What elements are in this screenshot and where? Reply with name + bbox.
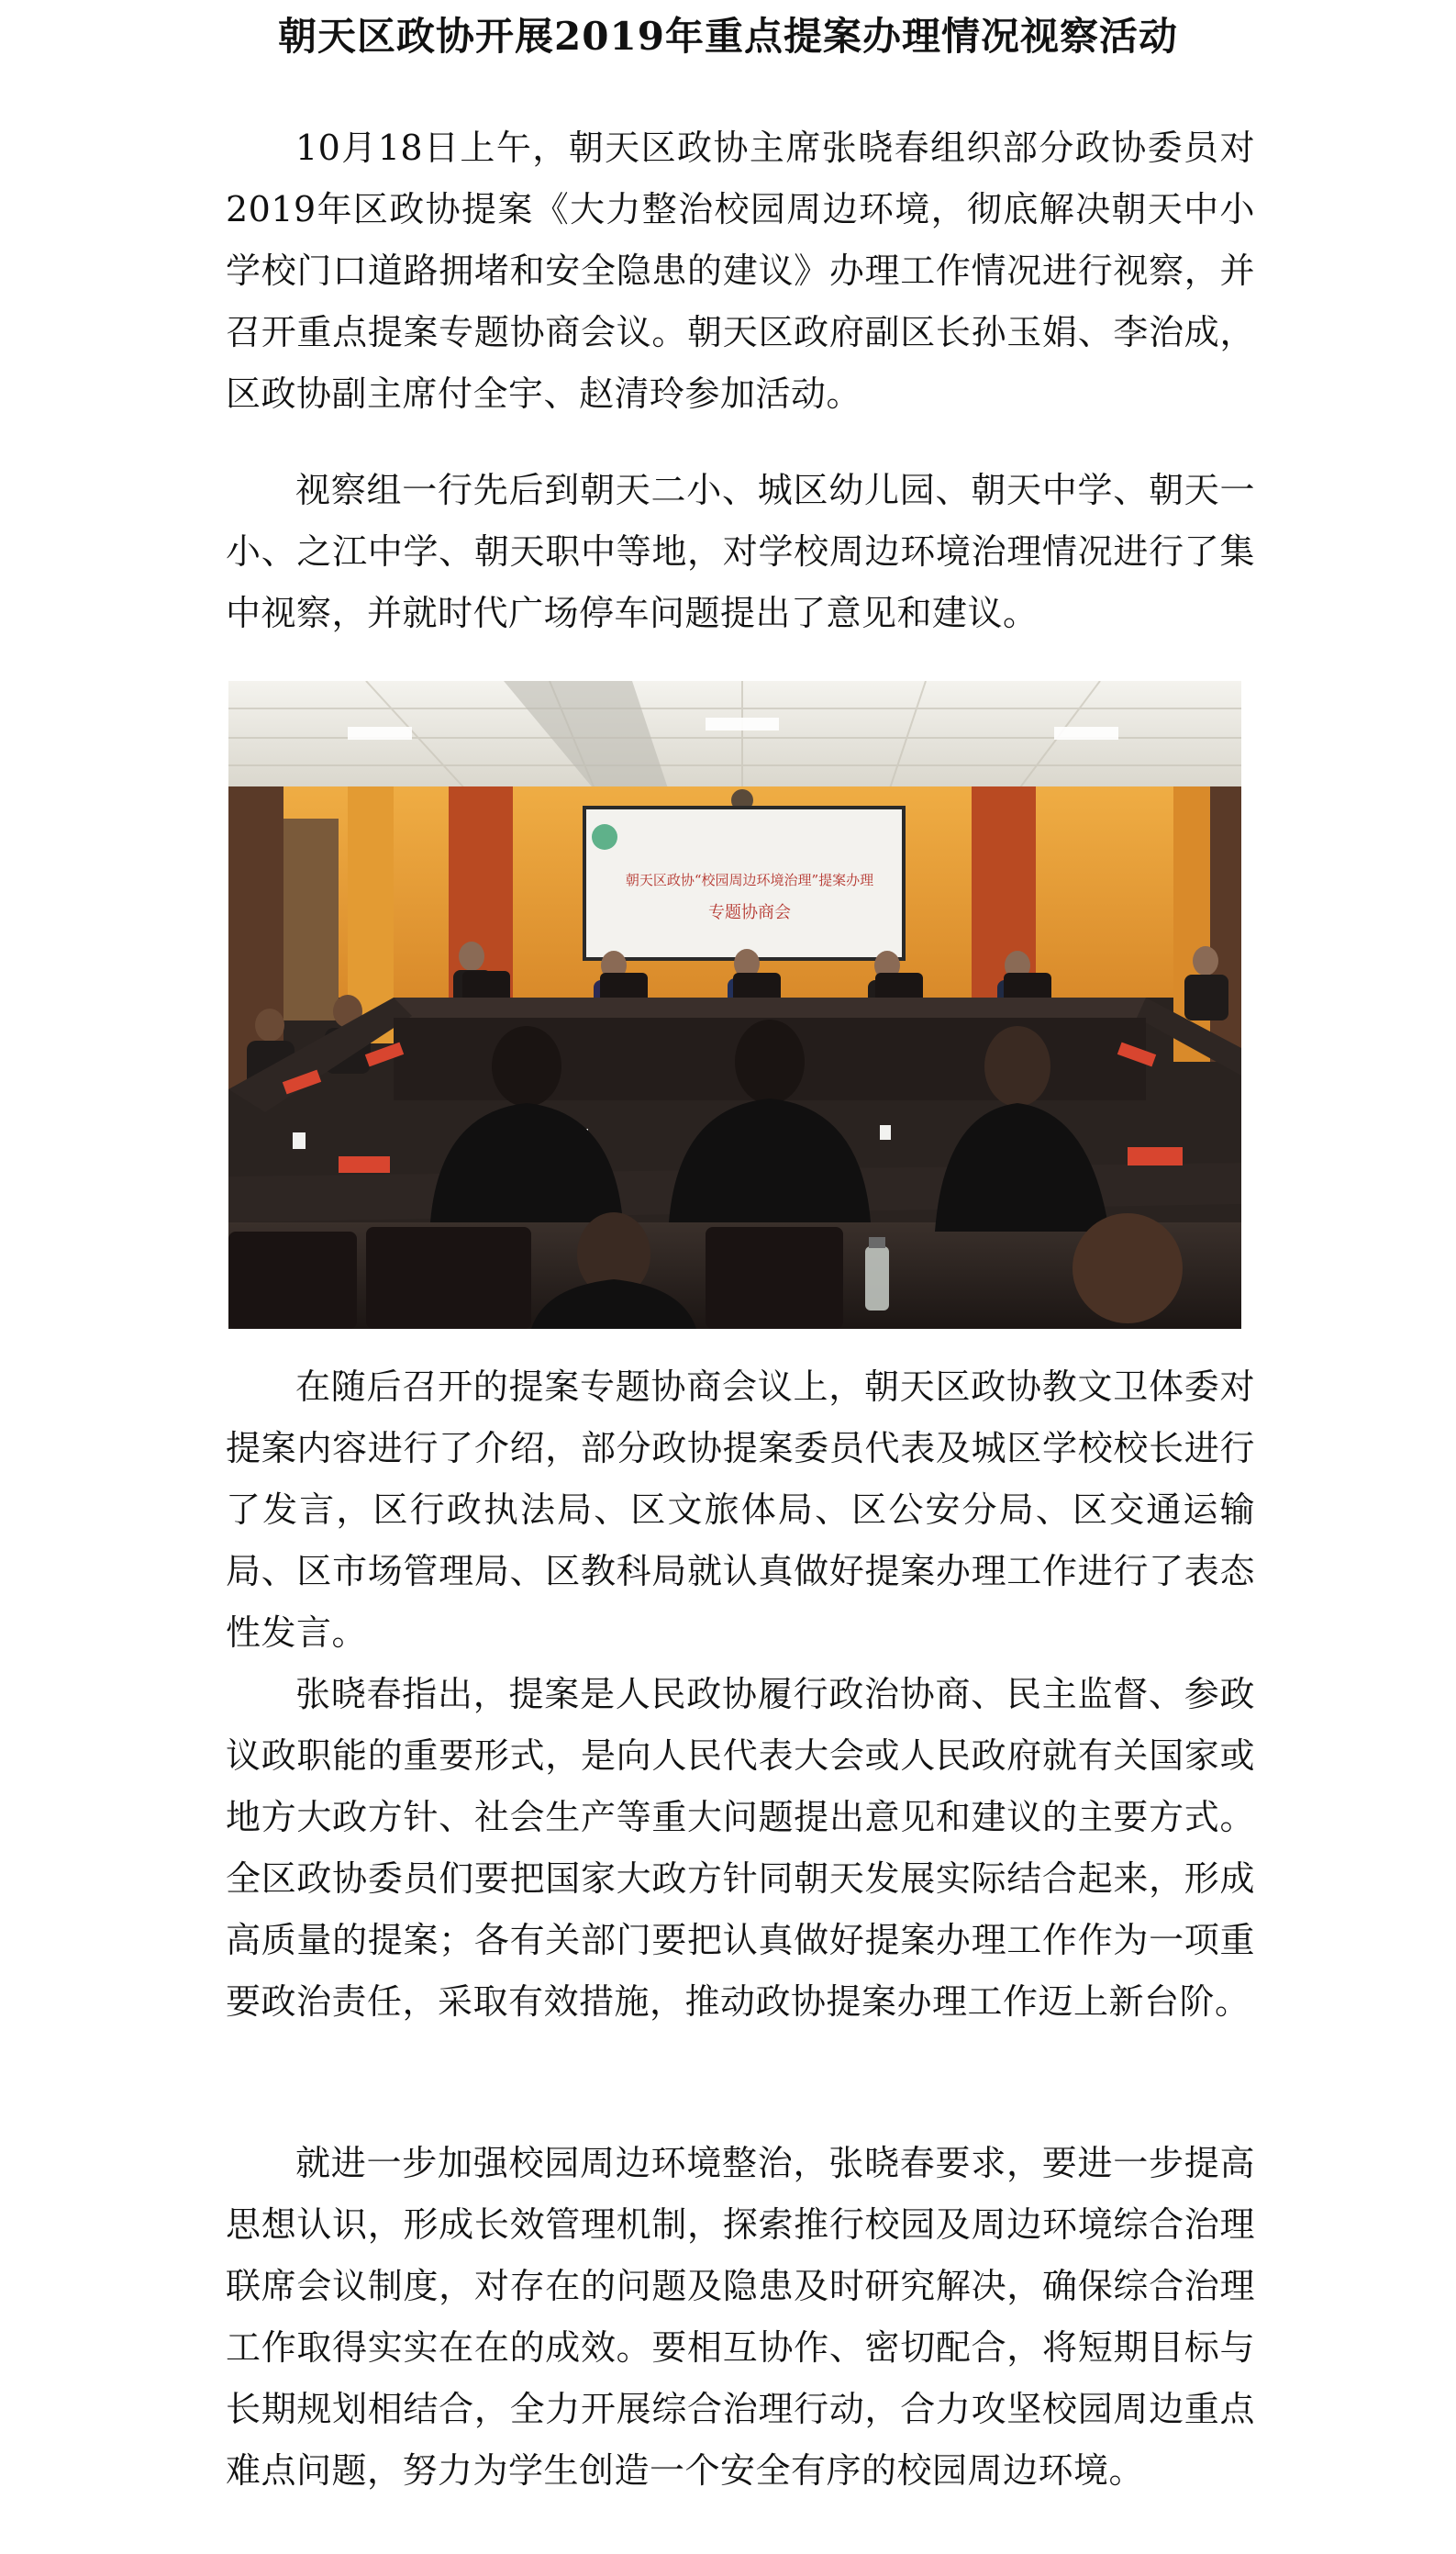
article-paragraph: 视察组一行先后到朝天二小、城区幼儿园、朝天中学、朝天一小、之江中学、朝天职中等地，对学校周边环境治理情况进行了集中视察，并就时代广场停车问题提出了意见和建议。 — [226, 470, 1255, 633]
screen-subtitle: 专题协商会 — [708, 903, 791, 922]
screen-title: 朝天区政协“校园周边环境治理”提案办理 — [625, 872, 874, 888]
meeting-photo — [228, 681, 1241, 1329]
article-title: 朝天区政协开展2019年重点提案办理情况视察活动 — [278, 14, 1178, 59]
article-paragraph: 10月18日上午，朝天区政协主席张晓春组织部分政协委员对2019年区政协提案《大力整治校园周边环境，彻底解决朝天中小学校门口道路拥堵和安全隐患的建议》办理工作情况进行视察，并召开重点提案专题协商会议。朝天区政府副区长孙玉娟、李治成，区政协副主席付全宇、赵清玲参加活动。 — [226, 128, 1255, 414]
article-paragraph: 就进一步加强校园周边环境整治，张晓春要求，要进一步提高思想认识，形成长效管理机制，探索推行校园及周边环境综合治理联席会议制度，对存在的问题及隐患及时研究解决，确保综合治理工作取得实实在在的成效。要相互协作、密切配合，将短期目标与长期规划相结合，全力开展综合治理行动，合力攻坚校园周边重点难点问题，努力为学生创造一个安全有序的校园周边环境。 — [226, 2143, 1255, 2491]
article-paragraph: 张晓春指出，提案是人民政协履行政治协商、民主监督、参政议政职能的重要形式，是向人民代表大会或人民政府就有关国家或地方大政方针、社会生产等重大问题提出意见和建议的主要方式。全区政协委员们要把国家大政方针同朝天发展实际结合起来，形成高质量的提案；各有关部门要把认真做好提案办理工作作为一项重要政治责任，采取有效措施，推动政协提案办理工作迈上新台阶。 — [226, 1674, 1255, 2022]
article-paragraph: 在随后召开的提案专题协商会议上，朝天区政协教文卫体委对提案内容进行了介绍，部分政协提案委员代表及城区学校校长进行了发言，区行政执法局、区文旅体局、区公安分局、区交通运输局、区市场管理局、区教科局就认真做好提案办理工作进行了表态性发言。 — [226, 1366, 1255, 1653]
